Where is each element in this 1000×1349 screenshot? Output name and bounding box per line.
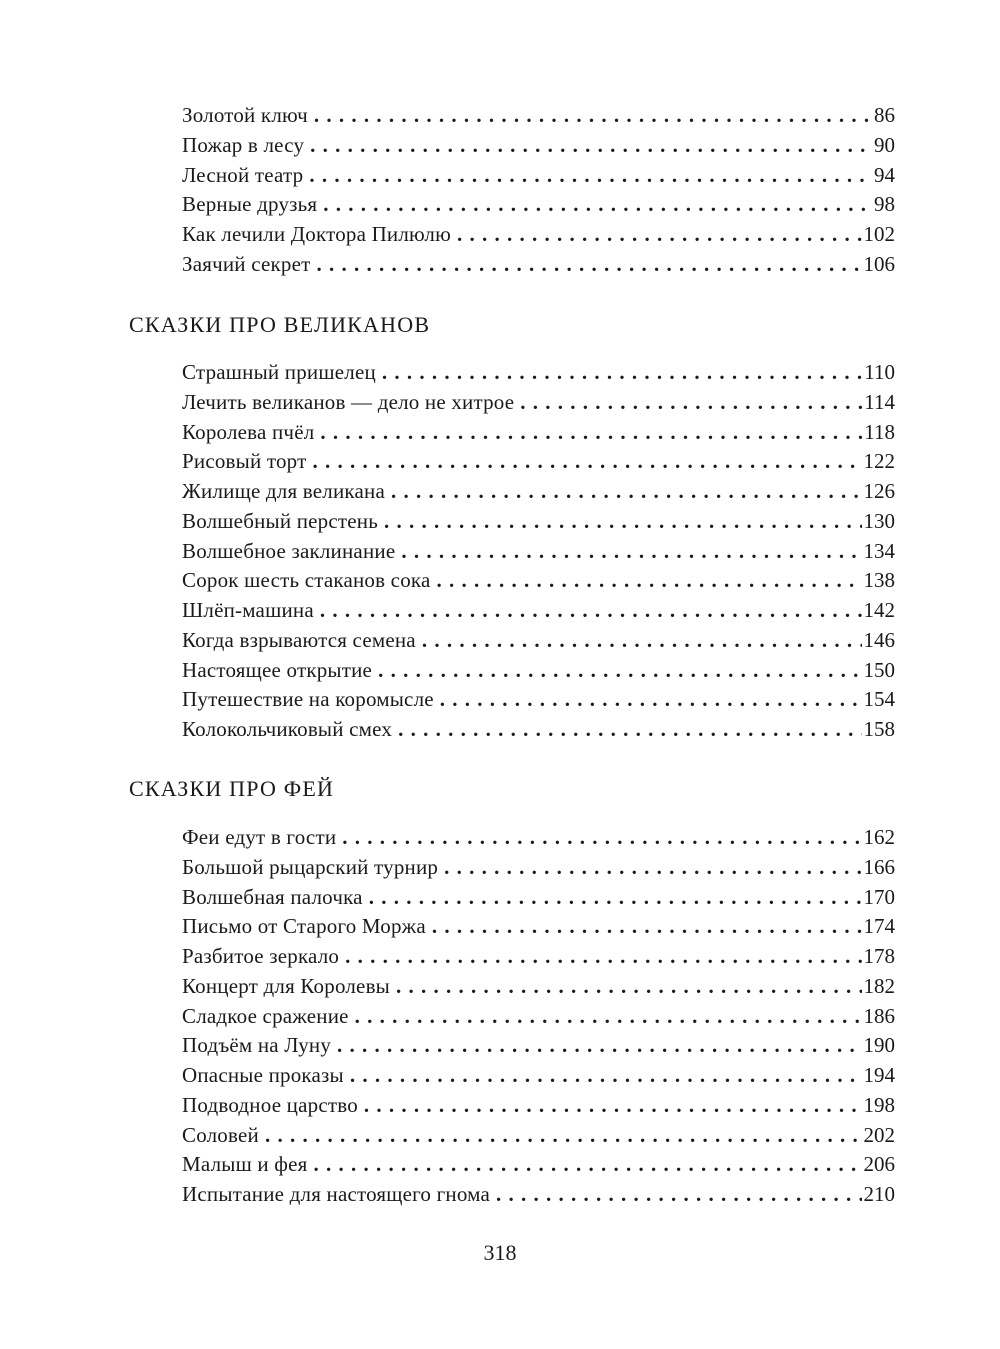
entry-title: Разбитое зеркало <box>182 944 340 968</box>
dot-leader <box>314 596 862 626</box>
entry-page-number: 106 <box>863 251 895 276</box>
toc-group-giants <box>182 358 895 745</box>
entry-page-number: 146 <box>863 627 895 652</box>
toc-entry <box>182 685 895 715</box>
entry-title: Сладкое сражение <box>182 1003 349 1028</box>
toc-entry <box>182 131 895 161</box>
toc-entry <box>182 418 895 448</box>
toc-entry <box>182 1150 895 1180</box>
entry-title: Подводное царство <box>182 1092 358 1117</box>
entry-title: Феи едут в гости <box>182 825 337 849</box>
dot-leader <box>431 566 862 596</box>
entry-page-number: 178 <box>863 944 895 968</box>
entry-title: Малыш и фея <box>182 1152 308 1177</box>
entry-title: Волшебное заклинание <box>182 538 396 563</box>
entry-title: Верные друзья <box>182 192 318 217</box>
page-number: 318 <box>483 1240 517 1265</box>
entry-title: Волшебная палочка <box>182 884 363 909</box>
toc-entry <box>182 883 895 913</box>
dot-leader <box>376 358 862 388</box>
toc-entry <box>182 161 895 191</box>
dot-leader <box>392 715 861 745</box>
toc-entry <box>182 101 895 131</box>
toc-group-1 <box>182 101 895 280</box>
entry-title: Опасные проказы <box>182 1063 344 1087</box>
dot-leader <box>317 190 872 220</box>
dot-leader <box>514 388 862 418</box>
dot-leader <box>344 1061 862 1091</box>
toc-entry <box>182 566 895 596</box>
toc-entry <box>182 972 895 1002</box>
toc-entry <box>182 1180 895 1210</box>
dot-leader <box>339 942 861 972</box>
section-heading-fairies: СКАЗКИ ПРО ФЕЙ <box>129 776 335 801</box>
dot-leader <box>336 823 861 853</box>
entry-title: Большой рыцарский турнир <box>182 854 439 879</box>
entry-page-number: 102 <box>863 222 895 246</box>
entry-title: Настоящее открытие <box>182 657 373 682</box>
entry-title: Волшебный перстень <box>182 508 379 533</box>
dot-leader <box>390 972 862 1002</box>
toc-entry <box>182 1121 895 1151</box>
dot-leader <box>358 1091 862 1121</box>
entry-title: Золотой ключ <box>182 103 308 127</box>
entry-title: Письмо от Старого Моржа <box>182 914 426 939</box>
entry-page-number: 182 <box>863 973 895 998</box>
entry-title: Подъём на Луну <box>182 1033 332 1058</box>
toc-entry <box>182 477 895 507</box>
entry-page-number: 150 <box>863 657 895 682</box>
dot-leader <box>303 161 872 191</box>
entry-page-number: 210 <box>863 1182 895 1206</box>
entry-page-number: 158 <box>863 717 895 741</box>
entry-page-number: 130 <box>863 508 895 533</box>
dot-leader <box>451 220 862 250</box>
entry-title: Жилище для великана <box>182 479 385 503</box>
entry-title: Как лечили Доктора Пилюлю <box>182 222 451 246</box>
entry-page-number: 206 <box>863 1152 895 1177</box>
entry-title: Путешествие на коромысле <box>182 687 434 712</box>
entry-page-number: 162 <box>863 825 895 849</box>
entry-page-number: 170 <box>863 884 895 909</box>
dot-leader <box>304 131 872 161</box>
entry-page-number: 110 <box>864 360 895 384</box>
entry-page-number: 154 <box>863 687 895 712</box>
toc-entry <box>182 1061 895 1091</box>
dot-leader <box>438 853 861 883</box>
toc-entry <box>182 656 895 686</box>
entry-page-number: 190 <box>863 1033 895 1058</box>
entry-title: Страшный пришелец <box>182 360 376 384</box>
dot-leader <box>308 101 872 131</box>
entry-title: Концерт для Королевы <box>182 973 390 998</box>
entry-page-number: 126 <box>863 479 895 503</box>
entry-page-number: 118 <box>864 419 895 444</box>
toc-entry <box>182 596 895 626</box>
entry-title: Когда взрываются семена <box>182 627 416 652</box>
dot-leader <box>314 418 862 448</box>
entry-page-number: 98 <box>874 192 895 217</box>
entry-page-number: 174 <box>863 914 895 939</box>
entry-page-number: 166 <box>863 854 895 879</box>
toc-entry <box>182 537 895 567</box>
entry-page-number: 202 <box>863 1122 895 1147</box>
dot-leader <box>372 656 861 686</box>
entry-page-number: 142 <box>863 598 895 622</box>
dot-leader <box>434 685 862 715</box>
entry-title: Пожар в лесу <box>182 132 305 157</box>
dot-leader <box>395 537 861 567</box>
dot-leader <box>259 1121 862 1151</box>
toc-entry <box>182 388 895 418</box>
toc-entry <box>182 220 895 250</box>
entry-title: Лечить великанов — дело не хитрое <box>182 389 515 414</box>
entry-page-number: 114 <box>864 389 895 414</box>
toc-entry <box>182 912 895 942</box>
toc-entry <box>182 507 895 537</box>
toc-entry <box>182 358 895 388</box>
toc-entry <box>182 250 895 280</box>
entry-page-number: 94 <box>874 162 895 187</box>
entry-title: Лесной театр <box>182 162 304 187</box>
dot-leader <box>416 626 862 656</box>
toc-entry <box>182 626 895 656</box>
entry-page-number: 134 <box>863 538 895 563</box>
dot-leader <box>385 477 862 507</box>
dot-leader <box>363 883 862 913</box>
toc-entry <box>182 1031 895 1061</box>
dot-leader <box>331 1031 861 1061</box>
entry-title: Заячий секрет <box>182 251 311 276</box>
dot-leader <box>490 1180 862 1210</box>
entry-title: Испытание для настоящего гнома <box>182 1182 490 1206</box>
entry-page-number: 86 <box>874 103 895 127</box>
toc-group-fairies <box>182 823 895 1210</box>
dot-leader <box>307 1150 861 1180</box>
entry-title: Рисовый торт <box>182 449 307 474</box>
toc-entry <box>182 715 895 745</box>
entry-title: Соловей <box>182 1122 259 1147</box>
dot-leader <box>311 250 862 280</box>
entry-title: Шлёп-машина <box>182 598 314 622</box>
entry-page-number: 122 <box>863 449 895 474</box>
toc-entry <box>182 190 895 220</box>
toc-entry <box>182 942 895 972</box>
entry-title: Колокольчиковый смех <box>182 717 393 741</box>
toc-entry <box>182 1002 895 1032</box>
toc-entry <box>182 853 895 883</box>
toc-entry <box>182 447 895 477</box>
dot-leader <box>306 447 861 477</box>
dot-leader <box>426 912 862 942</box>
dot-leader <box>349 1002 862 1032</box>
section-heading-giants: СКАЗКИ ПРО ВЕЛИКАНОВ <box>129 312 431 337</box>
entry-page-number: 186 <box>863 1003 895 1028</box>
entry-title: Королева пчёл <box>182 419 315 444</box>
toc-entry <box>182 1091 895 1121</box>
entry-page-number: 90 <box>874 132 895 157</box>
entry-page-number: 194 <box>863 1063 895 1087</box>
entry-title: Сорок шесть стаканов сока <box>182 568 431 593</box>
toc-entry <box>182 823 895 853</box>
dot-leader <box>378 507 861 537</box>
entry-page-number: 138 <box>863 568 895 593</box>
entry-page-number: 198 <box>863 1092 895 1117</box>
